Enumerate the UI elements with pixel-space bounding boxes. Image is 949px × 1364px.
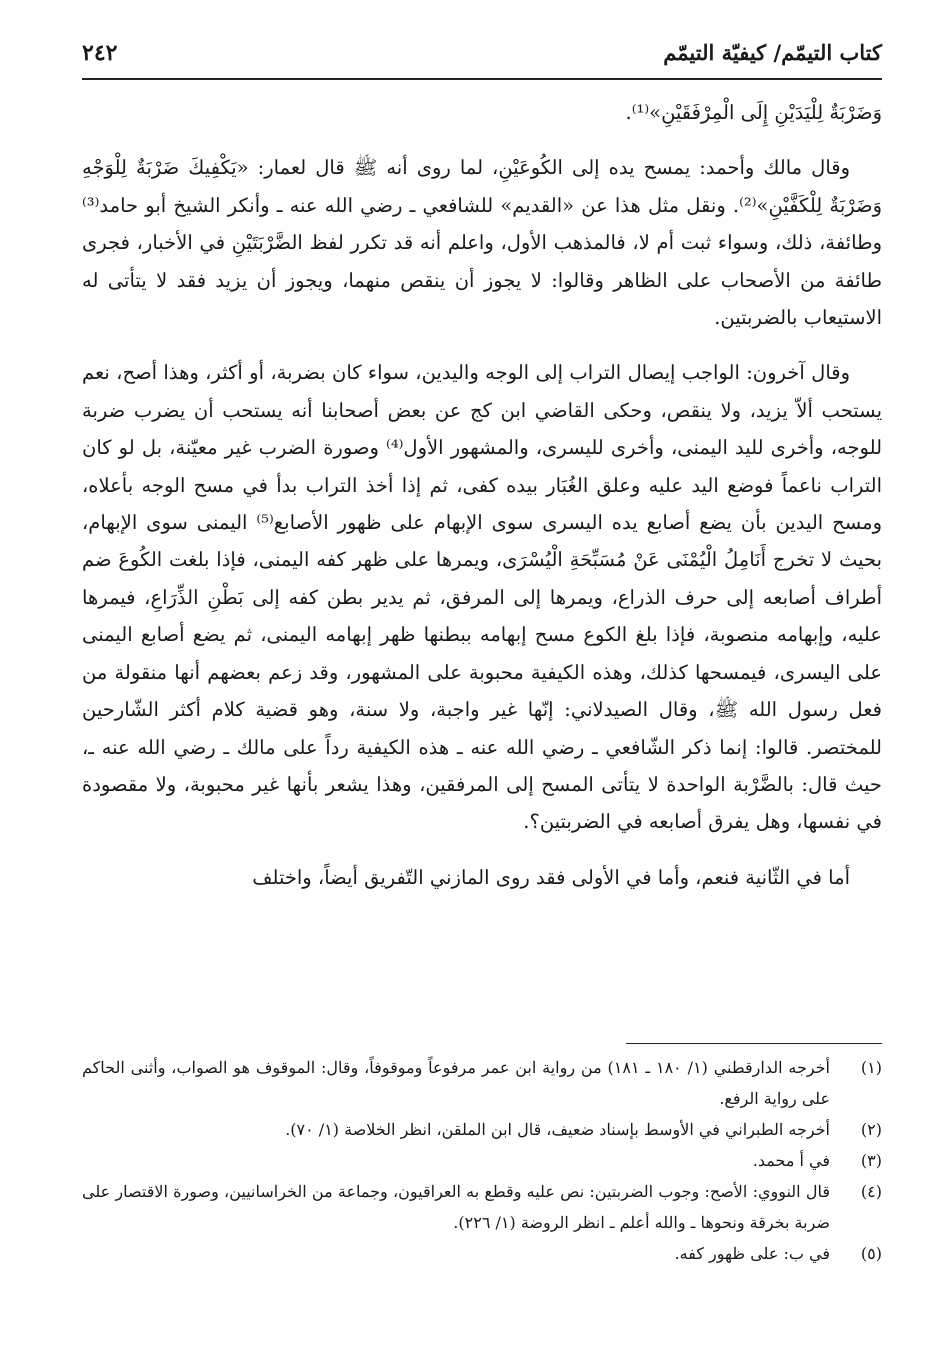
- footnote-text: أخرجه الدارقطني (١/ ١٨٠ ـ ١٨١) من رواية ابن عمر مرفوعاً وموقوفاً، وقال: الموقوف هو الصواب، وأثنى الحاكم على رواية الرفع.: [82, 1058, 831, 1108]
- footnote: [82, 1145, 882, 1176]
- footnote-text: قال النووي: الأصح: وجوب الضربتين: نص عليه وقطع به العراقيون، وجماعة من الخراسانيين، وصورة الاقتصار على ضربة بخرقة ونحوها ـ والله أعلم ـ انظر الروضة (١/ ٢٢٦).: [82, 1182, 830, 1232]
- running-title: كتاب التيمّم/ كيفيّة التيمّم: [663, 40, 882, 65]
- footnote-text: في ب: على ظهور كفه.: [674, 1244, 830, 1263]
- footnotes: [82, 1052, 882, 1269]
- page-number: ٢٤٢: [82, 40, 118, 66]
- footnote-number: (١): [860, 1058, 882, 1077]
- paragraph-4: أما في الثّانية فنعم، وأما في الأولى فقد روى المازني التّفريق أيضاً، واختلف: [252, 865, 850, 889]
- main-text: [82, 94, 882, 896]
- footnote: [82, 1052, 882, 1114]
- footnote-text: أخرجه الطبراني في الأوسط بإسناد ضعيف، قال ابن الملقن، انظر الخلاصة (١/ ٧٠).: [285, 1120, 830, 1139]
- footnote: [82, 1238, 882, 1269]
- footnote: [82, 1114, 882, 1145]
- paragraph-2: وقال مالك وأحمد: يمسح يده إلى الكُوعَيْنِ، لما روى أنه ﷺ قال لعمار: «يَكْفِيكَ ضَرْبَةٌ لِلْوَجْهِ وَضَرْبَةٌ لِلْكَفَّيْنِ»⁽²⁾. ونقل مثل هذا عن «القديم» للشافعي ـ رضي الله عنه ـ وأنكر الشيخ أبو حامد⁽³⁾ وطائفة، ذلك، وسواء ثبت أم لا، فالمذهب الأول، واعلم أنه قد تكرر لفظ الضَّرْبَتَيْنِ في الأخبار، فجرى طائفة من الأصحاب على الظاهر وقالوا: لا يجوز أن ينقص منهما، ويجوز أن يزيد فقد لا يتأتى له الاستيعاب بالضربتين.: [82, 156, 882, 330]
- header-divider: [82, 78, 882, 80]
- paragraph-1: وَضَرْبَةٌ لِلْيَدَيْنِ إِلَى الْمِرْفَقَيْنِ»⁽¹⁾.: [625, 101, 882, 124]
- footnote: [82, 1176, 882, 1238]
- footnote-number: (٤): [860, 1182, 882, 1201]
- footnote-text: في أ محمد.: [752, 1151, 830, 1170]
- footnote-number: (٣): [860, 1151, 882, 1170]
- footnote-number: (٥): [860, 1244, 882, 1263]
- footnote-number: (٢): [860, 1120, 882, 1139]
- page-header: [82, 34, 882, 74]
- paragraph-3: وقال آخرون: الواجب إيصال التراب إلى الوجه واليدين، سواء كان بضربة، أو أكثر، وهذا أصح، نعم يستحب ألاّ يزيد، ولا ينقص، وحكى القاضي ابن كج عن بعض أصحابنا أنه يستحب أن يضرب ضربة للوجه، وأخرى لليد اليمنى، وأخرى لليسرى، والمشهور الأول⁽⁴⁾ وصورة الضرب غير معيّنة، بل لو كان التراب ناعماً فوضع اليد عليه وعلق الغُبَار بيده كفى، ثم إذا أخذ التراب بدأ في مسح الوجه بأعلاه، ومسح اليدين بأن يضع أصابع يده اليسرى سوى الإبهام على ظهور الأصابع⁽⁵⁾ اليمنى سوى الإبهام، بحيث لا تخرج أَنَامِلُ الْيُمْنَى عَنْ مُسَبِّحَةِ الْيُسْرَى، ويمرها على ظهر كفه اليمنى، فإذا بلغت الكُوعَ ضم أطراف أصابعه إلى حرف الذراع، ويمرها إلى المرفق، ثم يدير بطن كفه إلى بَطْنِ الذِّرَاعِ، فيمرها عليه، وإبهامه منصوبة، فإذا بلغ الكوع مسح إبهامه ببطنها ظهر إبهامه اليمنى، ثم يضع أصابع اليمنى على اليسرى، فيمسحها كذلك، وهذه الكيفية محبوبة على المشهور، وقد زعم بعضهم أنها منقولة من فعل رسول الله ﷺ، وقال الصيدلاني: إنّها غير واجبة، ولا سنة، وهو قضية كلام أكثر الشّارحين للمختصر. قالوا: إنما ذكر الشّافعي ـ رضي الله عنه ـ هذه الكيفية رداً على مالك ـ رضي الله عنه ـ، حيث قال: بالضَّرْبة الواحدة لا يتأتى المسح إلى المرفقين، وهذا يشعر بأنها غير محبوبة، ولا مقصودة في نفسها، وهل يفرق أصابعه في الضربتين؟.: [82, 361, 883, 834]
- footnote-divider: [626, 1043, 882, 1044]
